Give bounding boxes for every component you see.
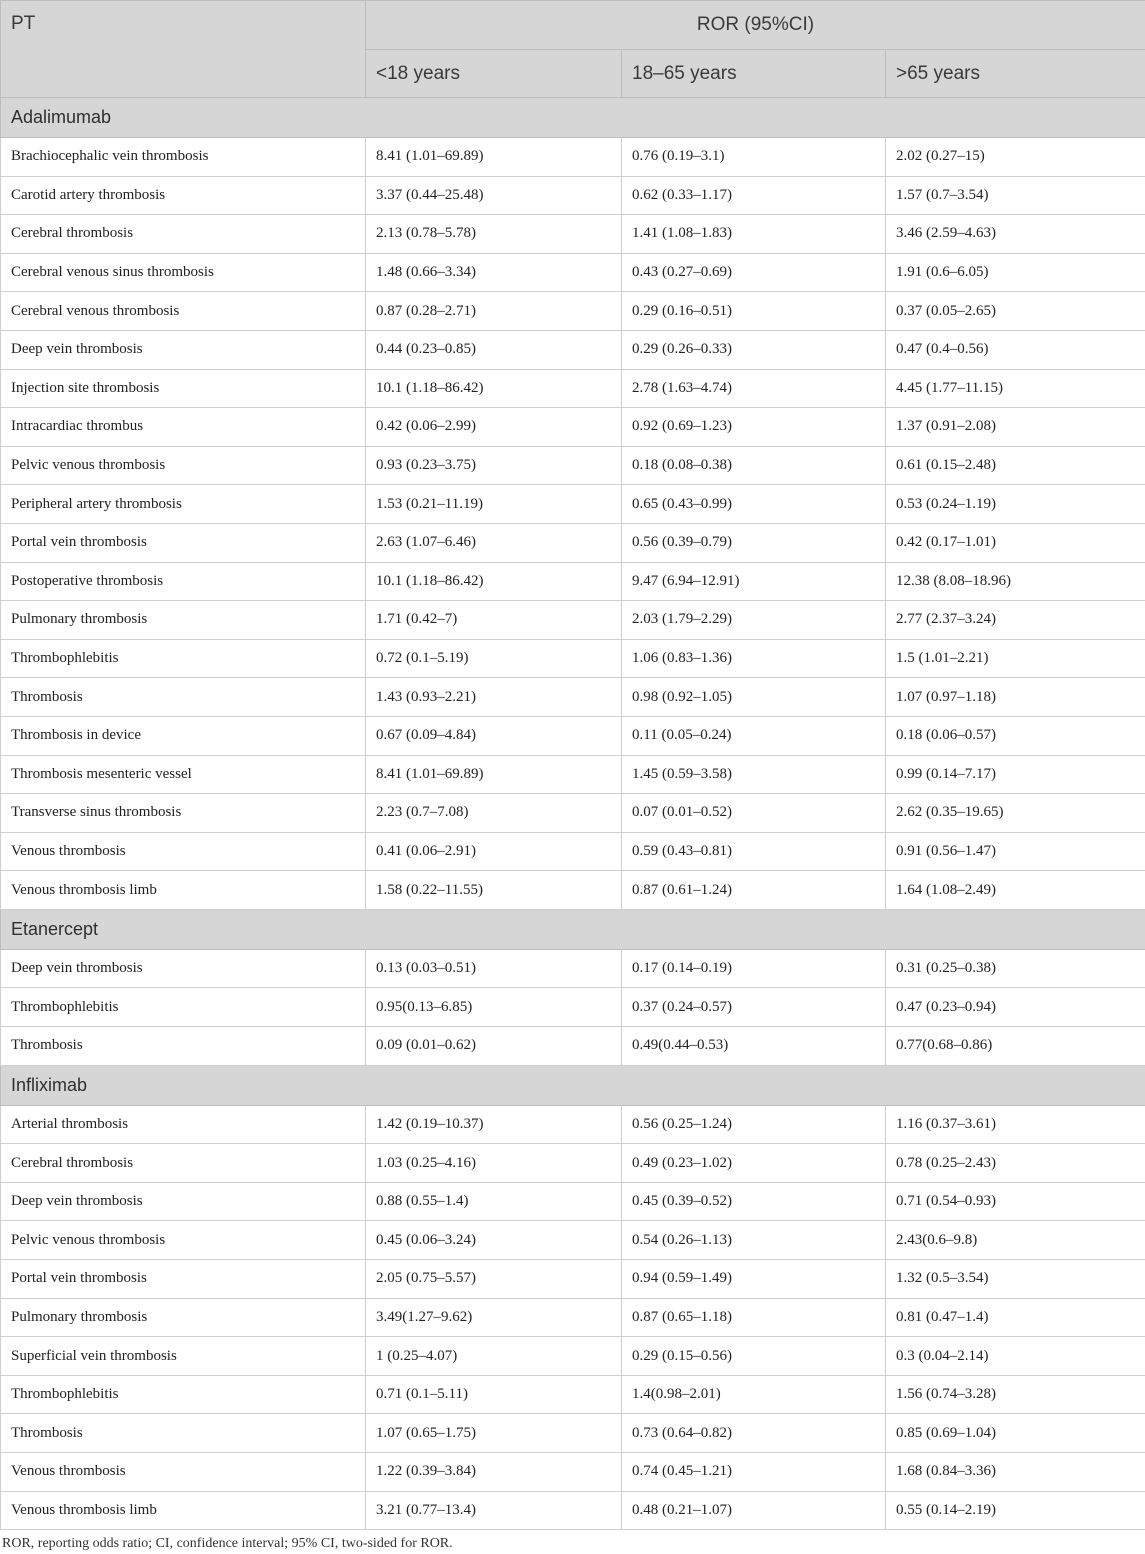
- ror-18-65-cell: 0.56 (0.25–1.24): [622, 1105, 886, 1144]
- ror-18-65-cell: 0.65 (0.43–0.99): [622, 485, 886, 524]
- ror-over-65-cell: 0.47 (0.4–0.56): [886, 330, 1145, 369]
- ror-under-18-cell: 0.72 (0.1–5.19): [366, 639, 622, 678]
- ror-over-65-cell: 2.02 (0.27–15): [886, 138, 1145, 177]
- ror-under-18-cell: 0.13 (0.03–0.51): [366, 949, 622, 988]
- ror-under-18-cell: 1.43 (0.93–2.21): [366, 678, 622, 717]
- drug-group-label: Adalimumab: [1, 98, 1145, 138]
- ror-18-65-cell: 2.78 (1.63–4.74): [622, 369, 886, 408]
- ror-18-65-cell: 0.11 (0.05–0.24): [622, 716, 886, 755]
- table-row: [1, 1221, 1145, 1260]
- ror-over-65-cell: 3.46 (2.59–4.63): [886, 215, 1145, 254]
- ror-under-18-cell: 1.22 (0.39–3.84): [366, 1453, 622, 1492]
- ror-under-18-cell: 8.41 (1.01–69.89): [366, 138, 622, 177]
- ror-18-65-cell: 0.73 (0.64–0.82): [622, 1414, 886, 1453]
- ror-under-18-cell: 2.23 (0.7–7.08): [366, 794, 622, 833]
- header-age-18-65: 18–65 years: [622, 50, 886, 98]
- table-row: [1, 949, 1145, 988]
- ror-under-18-cell: 10.1 (1.18–86.42): [366, 562, 622, 601]
- pt-cell: Thrombosis mesenteric vessel: [1, 755, 366, 794]
- table-row: [1, 755, 1145, 794]
- drug-group-row: [1, 1065, 1145, 1105]
- ror-under-18-cell: 2.63 (1.07–6.46): [366, 523, 622, 562]
- header-age-under-18: <18 years: [366, 50, 622, 98]
- drug-group-row: [1, 98, 1145, 138]
- ror-over-65-cell: 1.16 (0.37–3.61): [886, 1105, 1145, 1144]
- header-age-over-65: >65 years: [886, 50, 1145, 98]
- table-row: [1, 562, 1145, 601]
- ror-under-18-cell: 0.88 (0.55–1.4): [366, 1182, 622, 1221]
- table-row: [1, 1337, 1145, 1376]
- pt-cell: Peripheral artery thrombosis: [1, 485, 366, 524]
- ror-18-65-cell: 1.45 (0.59–3.58): [622, 755, 886, 794]
- table-row: [1, 601, 1145, 640]
- pt-cell: Venous thrombosis limb: [1, 1491, 366, 1530]
- table-row: [1, 408, 1145, 447]
- ror-over-65-cell: 0.99 (0.14–7.17): [886, 755, 1145, 794]
- pt-cell: Thrombosis: [1, 1414, 366, 1453]
- pt-cell: Carotid artery thrombosis: [1, 176, 366, 215]
- table-row: [1, 1260, 1145, 1299]
- ror-under-18-cell: 0.67 (0.09–4.84): [366, 716, 622, 755]
- table-row: [1, 678, 1145, 717]
- table-row: [1, 446, 1145, 485]
- ror-over-65-cell: 1.37 (0.91–2.08): [886, 408, 1145, 447]
- table-row: [1, 639, 1145, 678]
- ror-over-65-cell: 0.78 (0.25–2.43): [886, 1144, 1145, 1183]
- pt-cell: Deep vein thrombosis: [1, 949, 366, 988]
- table-row: [1, 485, 1145, 524]
- pt-cell: Thrombosis: [1, 678, 366, 717]
- ror-under-18-cell: 1.71 (0.42–7): [366, 601, 622, 640]
- ror-under-18-cell: 0.09 (0.01–0.62): [366, 1027, 622, 1066]
- ror-over-65-cell: 0.31 (0.25–0.38): [886, 949, 1145, 988]
- table-row: [1, 253, 1145, 292]
- ror-18-65-cell: 0.62 (0.33–1.17): [622, 176, 886, 215]
- ror-under-18-cell: 2.05 (0.75–5.57): [366, 1260, 622, 1299]
- table-row: [1, 1144, 1145, 1183]
- table-body: [1, 98, 1145, 1530]
- ror-under-18-cell: 3.37 (0.44–25.48): [366, 176, 622, 215]
- ror-under-18-cell: 0.42 (0.06–2.99): [366, 408, 622, 447]
- ror-18-65-cell: 0.49 (0.23–1.02): [622, 1144, 886, 1183]
- table-row: [1, 138, 1145, 177]
- ror-over-65-cell: 1.64 (1.08–2.49): [886, 871, 1145, 910]
- ror-18-65-cell: 0.49(0.44–0.53): [622, 1027, 886, 1066]
- table-row: [1, 716, 1145, 755]
- ror-18-65-cell: 0.17 (0.14–0.19): [622, 949, 886, 988]
- ror-over-65-cell: 0.47 (0.23–0.94): [886, 988, 1145, 1027]
- table-row: [1, 292, 1145, 331]
- ror-under-18-cell: 0.44 (0.23–0.85): [366, 330, 622, 369]
- ror-over-65-cell: 12.38 (8.08–18.96): [886, 562, 1145, 601]
- ror-under-18-cell: 0.71 (0.1–5.11): [366, 1375, 622, 1414]
- ror-over-65-cell: 2.62 (0.35–19.65): [886, 794, 1145, 833]
- ror-over-65-cell: 4.45 (1.77–11.15): [886, 369, 1145, 408]
- ror-over-65-cell: 2.43(0.6–9.8): [886, 1221, 1145, 1260]
- pt-cell: Pulmonary thrombosis: [1, 601, 366, 640]
- table-row: [1, 988, 1145, 1027]
- pt-cell: Cerebral thrombosis: [1, 1144, 366, 1183]
- ror-18-65-cell: 1.41 (1.08–1.83): [622, 215, 886, 254]
- ror-over-65-cell: 0.91 (0.56–1.47): [886, 832, 1145, 871]
- pt-cell: Postoperative thrombosis: [1, 562, 366, 601]
- ror-18-65-cell: 2.03 (1.79–2.29): [622, 601, 886, 640]
- ror-18-65-cell: 0.43 (0.27–0.69): [622, 253, 886, 292]
- ror-under-18-cell: 0.93 (0.23–3.75): [366, 446, 622, 485]
- table-row: [1, 1182, 1145, 1221]
- ror-18-65-cell: 0.76 (0.19–3.1): [622, 138, 886, 177]
- pt-cell: Pelvic venous thrombosis: [1, 446, 366, 485]
- ror-18-65-cell: 0.07 (0.01–0.52): [622, 794, 886, 833]
- ror-over-65-cell: 0.18 (0.06–0.57): [886, 716, 1145, 755]
- ror-over-65-cell: 1.57 (0.7–3.54): [886, 176, 1145, 215]
- pt-cell: Venous thrombosis: [1, 832, 366, 871]
- ror-over-65-cell: 0.77(0.68–0.86): [886, 1027, 1145, 1066]
- ror-18-65-cell: 1.4(0.98–2.01): [622, 1375, 886, 1414]
- table-row: [1, 523, 1145, 562]
- ror-18-65-cell: 0.54 (0.26–1.13): [622, 1221, 886, 1260]
- pt-cell: Thrombosis in device: [1, 716, 366, 755]
- drug-group-label: Etanercept: [1, 909, 1145, 949]
- pt-cell: Brachiocephalic vein thrombosis: [1, 138, 366, 177]
- ror-18-65-cell: 9.47 (6.94–12.91): [622, 562, 886, 601]
- ror-18-65-cell: 0.29 (0.26–0.33): [622, 330, 886, 369]
- pt-cell: Thrombophlebitis: [1, 1375, 366, 1414]
- ror-under-18-cell: 0.45 (0.06–3.24): [366, 1221, 622, 1260]
- table-row: [1, 871, 1145, 910]
- table-row: [1, 1105, 1145, 1144]
- ror-under-18-cell: 1 (0.25–4.07): [366, 1337, 622, 1376]
- pt-cell: Arterial thrombosis: [1, 1105, 366, 1144]
- table-row: [1, 794, 1145, 833]
- header-ror: ROR (95%CI): [366, 1, 1145, 50]
- ror-18-65-cell: 0.59 (0.43–0.81): [622, 832, 886, 871]
- pt-cell: Venous thrombosis limb: [1, 871, 366, 910]
- ror-over-65-cell: 1.32 (0.5–3.54): [886, 1260, 1145, 1299]
- table-row: [1, 1027, 1145, 1066]
- ror-under-18-cell: 1.07 (0.65–1.75): [366, 1414, 622, 1453]
- table-footnote: ROR, reporting odds ratio; CI, confidence interval; 95% CI, two-sided for ROR.: [2, 1536, 453, 1551]
- ror-18-65-cell: 0.18 (0.08–0.38): [622, 446, 886, 485]
- table-row: [1, 1414, 1145, 1453]
- drug-group-label: Infliximab: [1, 1065, 1145, 1105]
- pt-cell: Pelvic venous thrombosis: [1, 1221, 366, 1260]
- table-row: [1, 176, 1145, 215]
- ror-18-65-cell: 0.94 (0.59–1.49): [622, 1260, 886, 1299]
- ror-18-65-cell: 0.87 (0.65–1.18): [622, 1298, 886, 1337]
- ror-under-18-cell: 10.1 (1.18–86.42): [366, 369, 622, 408]
- ror-18-65-cell: 0.56 (0.39–0.79): [622, 523, 886, 562]
- ror-under-18-cell: 1.58 (0.22–11.55): [366, 871, 622, 910]
- pt-cell: Portal vein thrombosis: [1, 1260, 366, 1299]
- pt-cell: Pulmonary thrombosis: [1, 1298, 366, 1337]
- pt-cell: Portal vein thrombosis: [1, 523, 366, 562]
- pt-cell: Venous thrombosis: [1, 1453, 366, 1492]
- pt-cell: Deep vein thrombosis: [1, 1182, 366, 1221]
- drug-group-row: [1, 909, 1145, 949]
- ror-under-18-cell: 3.21 (0.77–13.4): [366, 1491, 622, 1530]
- table-row: [1, 1375, 1145, 1414]
- pt-cell: Transverse sinus thrombosis: [1, 794, 366, 833]
- ror-18-65-cell: 0.45 (0.39–0.52): [622, 1182, 886, 1221]
- ror-18-65-cell: 0.87 (0.61–1.24): [622, 871, 886, 910]
- ror-over-65-cell: 1.07 (0.97–1.18): [886, 678, 1145, 717]
- table-row: [1, 1298, 1145, 1337]
- pt-cell: Superficial vein thrombosis: [1, 1337, 366, 1376]
- table-row: [1, 330, 1145, 369]
- ror-18-65-cell: 0.37 (0.24–0.57): [622, 988, 886, 1027]
- ror-over-65-cell: 0.81 (0.47–1.4): [886, 1298, 1145, 1337]
- table-row: [1, 1491, 1145, 1530]
- ror-over-65-cell: 0.42 (0.17–1.01): [886, 523, 1145, 562]
- ror-over-65-cell: 1.91 (0.6–6.05): [886, 253, 1145, 292]
- pt-cell: Intracardiac thrombus: [1, 408, 366, 447]
- ror-under-18-cell: 1.53 (0.21–11.19): [366, 485, 622, 524]
- ror-18-65-cell: 0.92 (0.69–1.23): [622, 408, 886, 447]
- ror-over-65-cell: 0.61 (0.15–2.48): [886, 446, 1145, 485]
- table-row: [1, 369, 1145, 408]
- ror-over-65-cell: 1.5 (1.01–2.21): [886, 639, 1145, 678]
- ror-under-18-cell: 3.49(1.27–9.62): [366, 1298, 622, 1337]
- ror-over-65-cell: 0.85 (0.69–1.04): [886, 1414, 1145, 1453]
- ror-over-65-cell: 1.56 (0.74–3.28): [886, 1375, 1145, 1414]
- ror-under-18-cell: 1.48 (0.66–3.34): [366, 253, 622, 292]
- ror-over-65-cell: 0.53 (0.24–1.19): [886, 485, 1145, 524]
- ror-18-65-cell: 0.74 (0.45–1.21): [622, 1453, 886, 1492]
- pt-cell: Cerebral venous sinus thrombosis: [1, 253, 366, 292]
- ror-over-65-cell: 0.71 (0.54–0.93): [886, 1182, 1145, 1221]
- pt-cell: Thrombophlebitis: [1, 988, 366, 1027]
- pt-cell: Deep vein thrombosis: [1, 330, 366, 369]
- ror-18-65-cell: 1.06 (0.83–1.36): [622, 639, 886, 678]
- ror-18-65-cell: 0.29 (0.15–0.56): [622, 1337, 886, 1376]
- table-header: [1, 1, 1145, 98]
- pt-cell: Injection site thrombosis: [1, 369, 366, 408]
- pt-cell: Thrombophlebitis: [1, 639, 366, 678]
- ror-18-65-cell: 0.29 (0.16–0.51): [622, 292, 886, 331]
- ror-over-65-cell: 1.68 (0.84–3.36): [886, 1453, 1145, 1492]
- ror-over-65-cell: 2.77 (2.37–3.24): [886, 601, 1145, 640]
- ror-under-18-cell: 1.42 (0.19–10.37): [366, 1105, 622, 1144]
- ror-over-65-cell: 0.3 (0.04–2.14): [886, 1337, 1145, 1376]
- ror-under-18-cell: 8.41 (1.01–69.89): [366, 755, 622, 794]
- ror-under-18-cell: 0.95(0.13–6.85): [366, 988, 622, 1027]
- ror-over-65-cell: 0.55 (0.14–2.19): [886, 1491, 1145, 1530]
- header-pt: PT: [1, 1, 366, 98]
- pt-cell: Cerebral thrombosis: [1, 215, 366, 254]
- ror-under-18-cell: 0.87 (0.28–2.71): [366, 292, 622, 331]
- pt-cell: Cerebral venous thrombosis: [1, 292, 366, 331]
- ror-18-65-cell: 0.48 (0.21–1.07): [622, 1491, 886, 1530]
- table-row: [1, 1453, 1145, 1492]
- ror-under-18-cell: 1.03 (0.25–4.16): [366, 1144, 622, 1183]
- table-row: [1, 215, 1145, 254]
- ror-18-65-cell: 0.98 (0.92–1.05): [622, 678, 886, 717]
- ror-under-18-cell: 0.41 (0.06–2.91): [366, 832, 622, 871]
- ror-under-18-cell: 2.13 (0.78–5.78): [366, 215, 622, 254]
- ror-over-65-cell: 0.37 (0.05–2.65): [886, 292, 1145, 331]
- pt-cell: Thrombosis: [1, 1027, 366, 1066]
- table-row: [1, 832, 1145, 871]
